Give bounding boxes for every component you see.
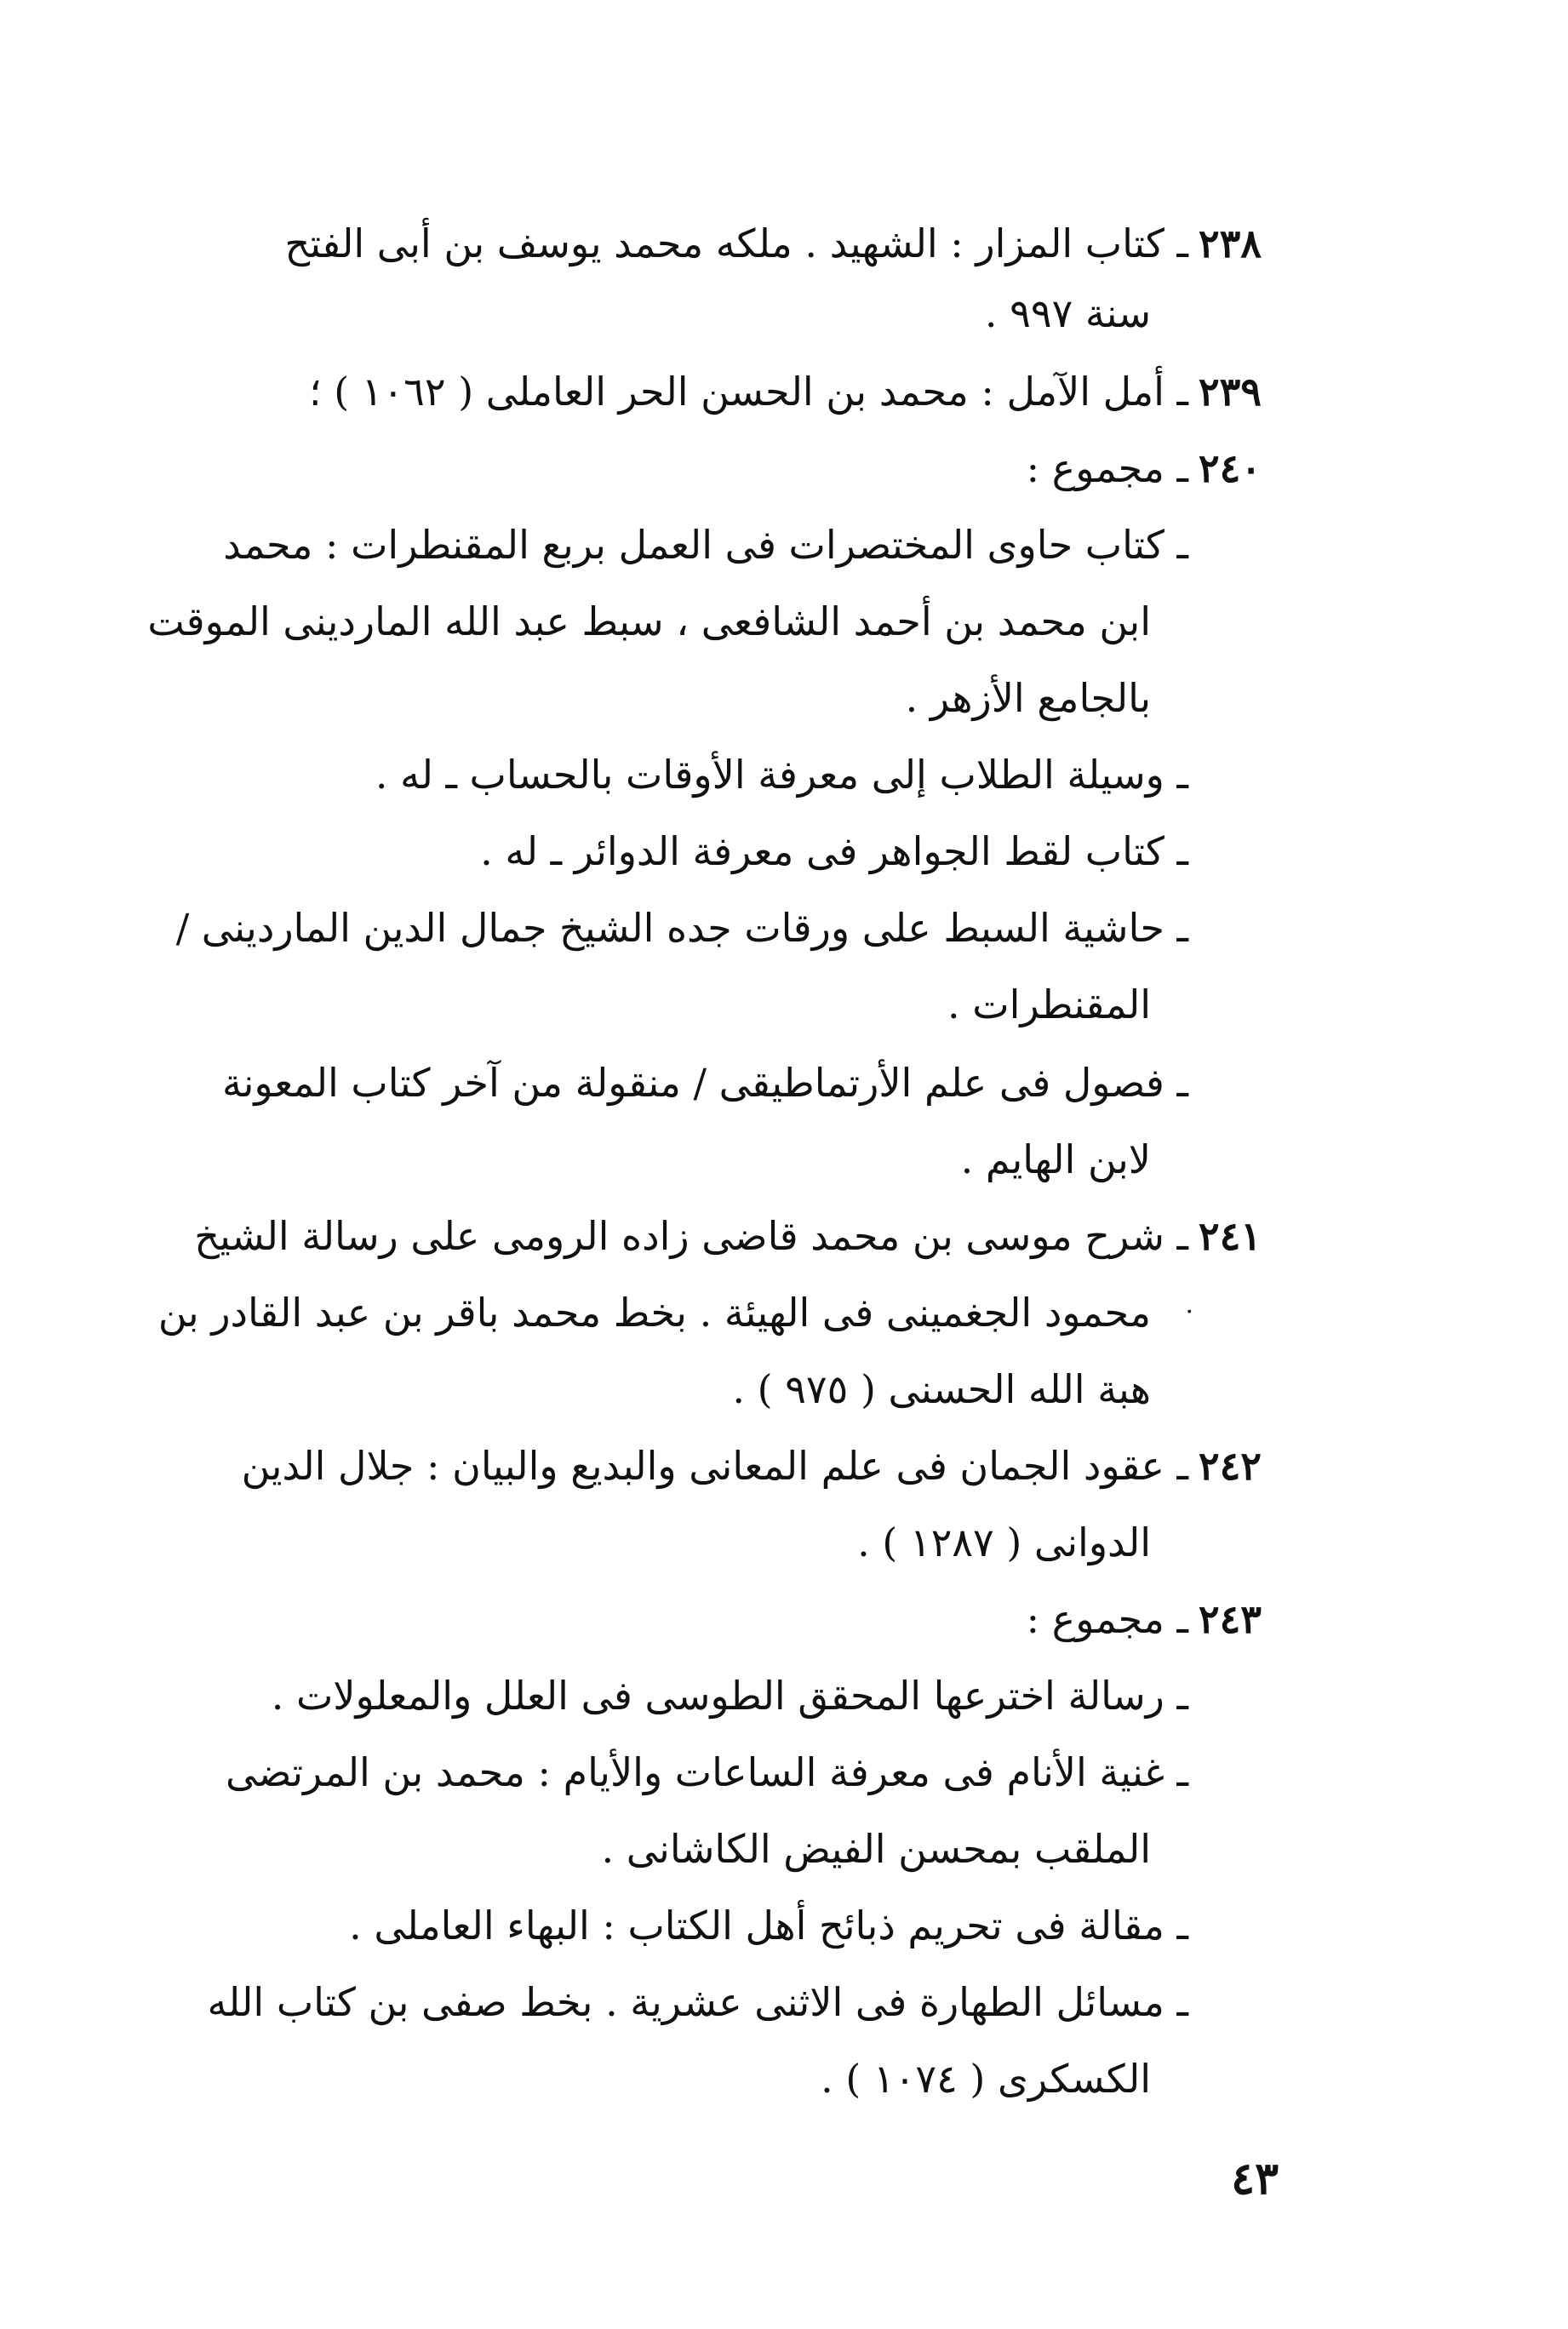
entry-number: ٢٤٣	[1198, 1596, 1262, 1642]
entry-number: ٢٤١	[1198, 1213, 1262, 1259]
sub-item	[0, 1960, 1568, 2045]
sub-item-continuation	[0, 962, 1568, 1047]
sub-item-line: ـ حاشية السبط على ورقات جده الشيخ جمال الدين الماردينى /	[175, 905, 1188, 951]
entry-238-continuation	[0, 271, 1568, 356]
entry-number: ٢٤٠	[1198, 445, 1262, 491]
sub-item	[0, 885, 1568, 970]
sub-item	[0, 1730, 1568, 1815]
sub-item	[0, 502, 1568, 587]
sub-item-line: ـ وسيلة الطلاب إلى معرفة الأوقات بالحساب ـ له .	[375, 752, 1188, 798]
sub-item-continuation-line: الملقب بمحسن الفيض الكاشانى .	[601, 1826, 1151, 1872]
entry-title-line: ـ شرح موسى بن محمد قاضى زاده الرومى على رسالة الشيخ	[194, 1213, 1188, 1259]
entry-title-line: ـ مجموع :	[1026, 1596, 1188, 1642]
sub-item-continuation-line: لابن الهايم .	[960, 1136, 1151, 1182]
sub-item-line: ـ مقالة فى تحريم ذبائح أهل الكتاب : البهاء العاملى .	[349, 1903, 1188, 1948]
sub-item-continuation	[0, 1117, 1568, 1202]
sub-item	[0, 732, 1568, 817]
page-number: ٤٣	[1231, 2153, 1279, 2205]
sub-item-line: ـ كتاب لقط الجواهر فى معرفة الدوائر ـ له .	[480, 828, 1188, 874]
sub-item-continuation-line: بالجامع الأزهر .	[905, 675, 1151, 721]
sub-item-continuation-line: ابن محمد بن أحمد الشافعى ، سبط عبد الله الماردينى الموقت	[147, 598, 1151, 644]
entry-242-continuation	[0, 1500, 1568, 1585]
entry-239	[0, 349, 1568, 434]
entry-title-line: ـ مجموع :	[1026, 445, 1188, 491]
sub-item	[0, 809, 1568, 894]
entry-continuation-line: هبة الله الحسنى ( ٩٧٥ ) .	[732, 1366, 1151, 1412]
sub-item-continuation	[0, 2036, 1568, 2121]
entry-240	[0, 426, 1568, 511]
margin-dot: ·	[1185, 1297, 1193, 1327]
sub-item	[0, 1040, 1568, 1125]
entry-241	[0, 1193, 1568, 1279]
sub-item	[0, 1653, 1568, 1738]
sub-item-continuation-line: المقنطرات .	[947, 981, 1151, 1027]
entry-continuation-line: سنة ٩٩٧ .	[984, 290, 1151, 336]
entry-title-line: ـ أمل الآمل : محمد بن الحسن الحر العاملى ( ١٠٦٢ ) ؛	[308, 369, 1188, 415]
entry-title-line: ـ كتاب المزار : الشهيد . ملكه محمد يوسف بن أبى الفتح	[284, 220, 1188, 266]
entry-number: ٢٣٨	[1198, 220, 1262, 266]
entry-continuation-line: الدوانى ( ١٢٨٧ ) .	[857, 1519, 1151, 1565]
sub-item-line: ـ فصول فى علم الأرتماطيقى / منقولة من آخر كتاب المعونة	[221, 1060, 1188, 1106]
sub-item-continuation	[0, 1806, 1568, 1891]
sub-item-line: ـ غنية الأنام فى معرفة الساعات والأيام : محمد بن المرتضى	[225, 1749, 1188, 1795]
sub-item-continuation-line: الكسكرى ( ١٠٧٤ ) .	[821, 2056, 1151, 2102]
sub-item-line: ـ رسالة اخترعها المحقق الطوسى فى العلل والمعلولات .	[271, 1673, 1188, 1719]
sub-item-continuation	[0, 655, 1568, 741]
entry-242	[0, 1423, 1568, 1508]
entry-continuation-line: محمود الجغمينى فى الهيئة . بخط محمد باقر بن عبد القادر بن	[157, 1290, 1151, 1336]
sub-item-line: ـ مسائل الطهارة فى الاثنى عشرية . بخط صفى بن كتاب الله	[207, 1979, 1188, 2025]
entry-title-line: ـ عقود الجمان فى علم المعانى والبديع والبيان : جلال الدين	[241, 1443, 1188, 1489]
sub-item-line: ـ كتاب حاوى المختصرات فى العمل بربع المقنطرات : محمد	[223, 522, 1188, 568]
entry-241-continuation	[0, 1347, 1568, 1432]
sub-item-continuation	[0, 579, 1568, 664]
entry-243	[0, 1577, 1568, 1662]
entry-number: ٢٤٢	[1198, 1443, 1262, 1489]
entry-number: ٢٣٩	[1198, 369, 1262, 415]
entry-241-continuation	[0, 1270, 1568, 1355]
sub-item	[0, 1883, 1568, 1968]
